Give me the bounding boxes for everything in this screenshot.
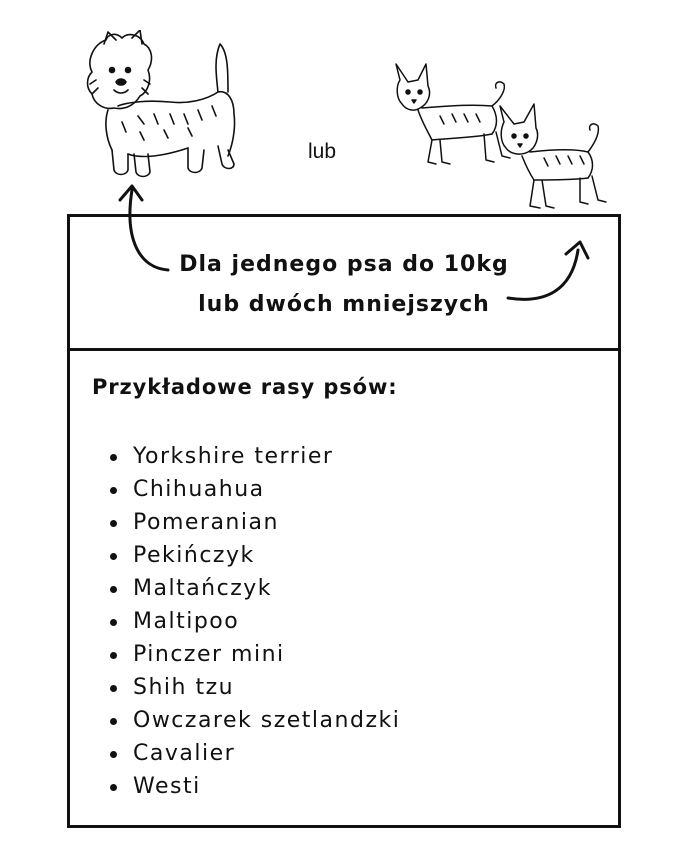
info-card bbox=[67, 214, 621, 828]
list-item: Pekińczyk bbox=[108, 539, 400, 572]
breeds-title: Przykładowe rasy psów: bbox=[92, 375, 398, 399]
list-item: Westi bbox=[108, 770, 400, 803]
westie-dog-illustration bbox=[78, 30, 248, 182]
headline-line-2: lub dwóch mniejszych bbox=[198, 292, 490, 317]
list-item: Maltańczyk bbox=[108, 572, 400, 605]
list-item: Chihuahua bbox=[108, 473, 400, 506]
list-item: Pinczer mini bbox=[108, 638, 400, 671]
list-item: Maltipoo bbox=[108, 605, 400, 638]
list-item: Pomeranian bbox=[108, 506, 400, 539]
list-item: Yorkshire terrier bbox=[108, 440, 400, 473]
list-item: Cavalier bbox=[108, 737, 400, 770]
chihuahuas-illustration bbox=[388, 60, 608, 215]
connector-text: lub bbox=[308, 140, 337, 163]
chihuahua-front-icon bbox=[500, 104, 606, 208]
list-item: Owczarek szetlandzki bbox=[108, 704, 400, 737]
chihuahua-back-icon bbox=[396, 64, 510, 164]
headline-line-1: Dla jednego psa do 10kg bbox=[179, 252, 509, 277]
breeds-list bbox=[108, 440, 400, 803]
headline bbox=[70, 245, 618, 325]
list-item: Shih tzu bbox=[108, 671, 400, 704]
headline-section bbox=[70, 217, 618, 351]
